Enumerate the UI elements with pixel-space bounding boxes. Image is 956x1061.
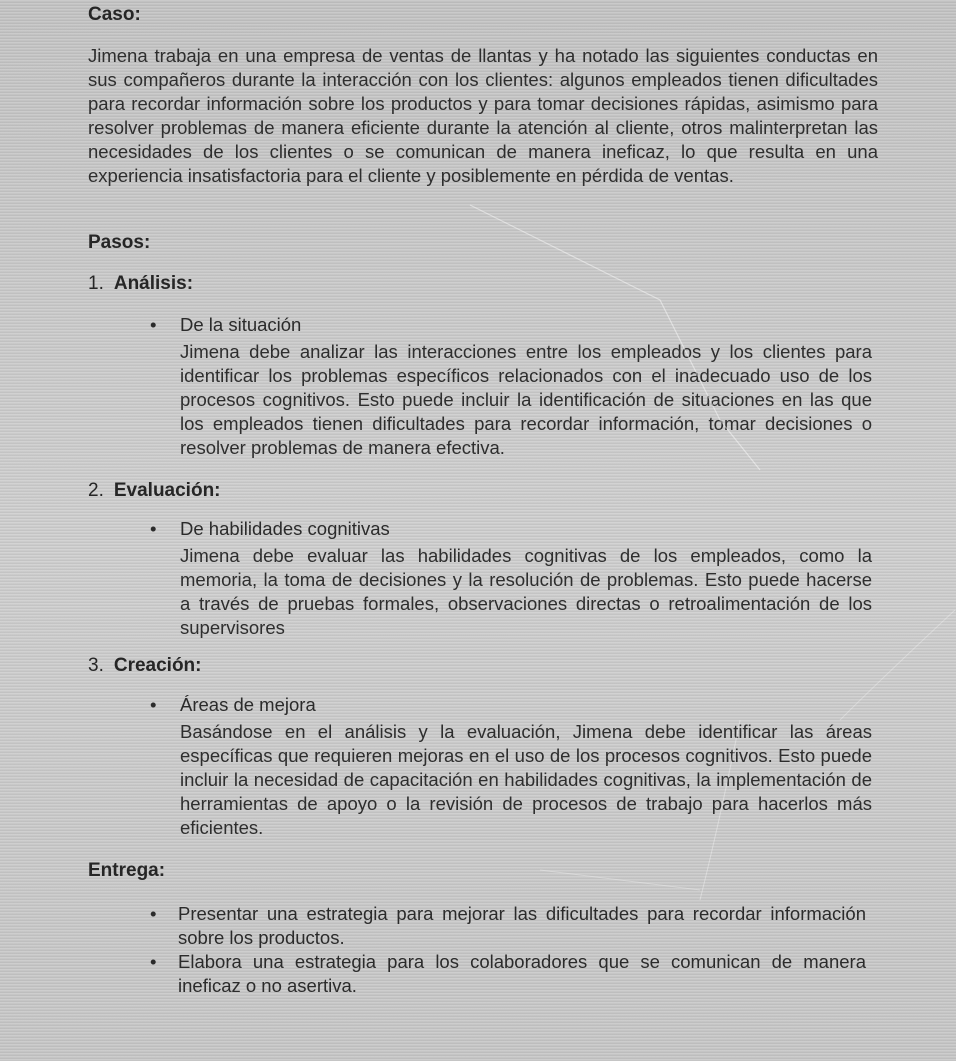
bullet-icon: • bbox=[150, 694, 157, 715]
entrega-item-1-text: Presentar una estrategia para mejorar las dificultades para recordar información sobre los productos. bbox=[178, 903, 866, 948]
bullet-icon: • bbox=[150, 903, 157, 924]
step-3-paragraph: Basándose en el análisis y la evaluación, Jimena debe identificar las áreas específicas que requieren mejoras en el uso de los procesos cognitivos. Esto puede incluir la necesidad de capacitación en habilidades cognitivas, la implementación de herramientas de apoyo o la revisión de procesos de trabajo para hacerlos más eficientes. bbox=[180, 721, 872, 838]
step-1-paragraph: Jimena debe analizar las interacciones entre los empleados y los clientes para identificar los problemas específicos relacionados con el inadecuado uso de los procesos cognitivos. Esto puede incluir la identificación de situaciones en las que los empleados tienen dificultades para recordar información, tomar decisiones o resolver problemas de manera efectiva. bbox=[180, 341, 872, 458]
bullet-icon: • bbox=[150, 518, 157, 539]
entrega-item-1 bbox=[150, 902, 866, 950]
bullet-icon: • bbox=[150, 951, 157, 972]
step-2-heading bbox=[88, 480, 221, 502]
step-1-bullet-label: De la situación bbox=[180, 314, 302, 335]
pasos-heading: Pasos: bbox=[88, 232, 151, 253]
step-3-number: 3. bbox=[88, 655, 104, 676]
step-1-number: 1. bbox=[88, 273, 104, 294]
entrega-item-2-text: Elabora una estrategia para los colaboradores que se comunican de manera ineficaz o no asertiva. bbox=[178, 951, 866, 996]
step-2-paragraph: Jimena debe evaluar las habilidades cognitivas de los empleados, como la memoria, la toma de decisiones y la resolución de problemas. Esto puede hacerse a través de pruebas formales, observaciones directas o retroalimentación de los supervisores bbox=[180, 545, 872, 638]
entrega-item-2 bbox=[150, 950, 866, 998]
caso-heading: Caso: bbox=[88, 4, 141, 25]
step-3-heading bbox=[88, 655, 202, 677]
bullet-icon: • bbox=[150, 314, 157, 335]
step-1-title: Análisis: bbox=[113, 273, 194, 294]
step-2-number: 2. bbox=[88, 480, 104, 501]
step-2-bullet-label: De habilidades cognitivas bbox=[180, 518, 390, 539]
step-1-heading bbox=[88, 273, 193, 295]
caso-paragraph: Jimena trabaja en una empresa de ventas de llantas y ha notado las siguientes conductas en sus compañeros durante la interacción con los clientes: algunos empleados tienen dificultades para recordar información sobre los productos y para tomar decisiones rápidas, asimismo para resolver problemas de manera eficiente durante la atención al cliente, otros malinterpretan las necesidades de los clientes o se comunican de manera ineficaz, lo que resulta en una experiencia insatisfactoria para el cliente y posiblemente en pérdida de ventas. bbox=[88, 45, 878, 186]
step-3-bullet-label: Áreas de mejora bbox=[180, 694, 316, 715]
entrega-heading: Entrega: bbox=[88, 860, 166, 881]
step-3-title: Creación: bbox=[113, 655, 202, 676]
step-2-title: Evaluación: bbox=[113, 480, 221, 501]
